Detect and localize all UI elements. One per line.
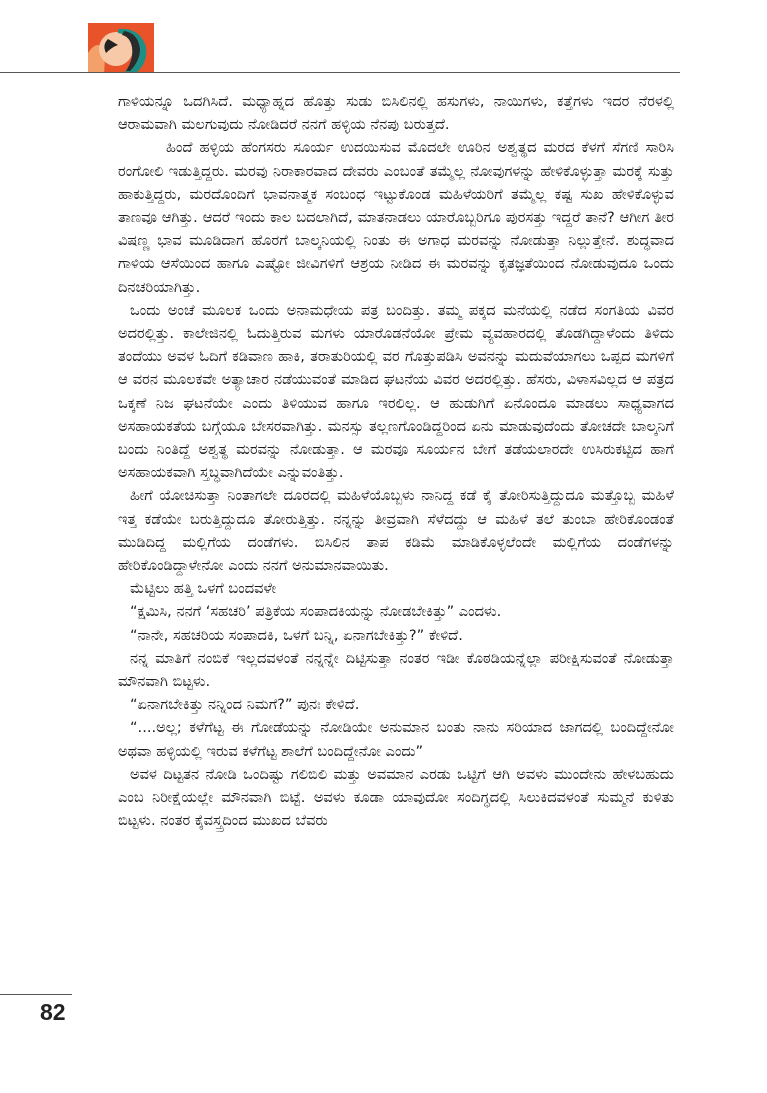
paragraph: ಮೆಟ್ಟಿಲು ಹತ್ತಿ ಒಳಗೆ ಬಂದವಳೇ	[130, 580, 277, 598]
header-rule	[0, 72, 680, 73]
article-body	[118, 90, 674, 833]
paragraph: ಗಾಳಿಯನ್ನೂ ಒದಗಿಸಿದೆ. ಮಧ್ಯಾಹ್ನದ ಹೊತ್ತು ಸುಡು ಬಿಸಿಲಿನಲ್ಲಿ ಹಸುಗಳು, ನಾಯಿಗಳು, ಕತ್ತೆಗಳು ಇದರ ನೆರಳಲ್ಲಿ ಆರಾಮವಾಗಿ ಮಲಗುವುದು ನೋಡಿದರೆ ನನಗೆ ಹಳ್ಳಿಯ ನೆನಪು ಬರುತ್ತದೆ.	[118, 93, 674, 134]
paragraph: ನನ್ನ ಮಾತಿಗೆ ನಂಬಿಕೆ ಇಲ್ಲದವಳಂತೆ ನನ್ನನ್ನೇ ದಿಟ್ಟಿಸುತ್ತಾ ನಂತರ ಇಡೀ ಕೊಠಡಿಯನ್ನೆಲ್ಲಾ ಪರೀಕ್ಷಿಸುವಂತೆ ನೋಡುತ್ತಾ ಮೌನವಾಗಿ ಬಿಟ್ಟಳು.	[118, 649, 674, 691]
paragraph: ಅವಳ ದಿಟ್ಟತನ ನೋಡಿ ಒಂದಿಷ್ಟು ಗಲಿಬಿಲಿ ಮತ್ತು ಅವಮಾನ ಎರಡು ಒಟ್ಟಿಗೆ ಆಗಿ ಅವಳು ಮುಂದೇನು ಹೇಳಬಹುದು ಎಂಬ ನಿರೀಕ್ಷೆಯಲ್ಲೇ ಮೌನವಾಗಿ ಬಿಟ್ಟೆ. ಅವಳು ಕೂಡಾ ಯಾವುದೋ ಸಂದಿಗ್ಧದಲ್ಲಿ ಸಿಲುಕಿದವಳಂತೆ ಸುಮ್ಮನೆ ಕುಳಿತು ಬಿಟ್ಟಳು. ನಂತರ ಕೈವಸ್ತ್ರದಿಂದ ಮುಖದ ಬೆವರು	[118, 765, 674, 830]
footer-rule	[0, 994, 72, 995]
paragraph: “ನಾನೇ, ಸಹಚರಿಯ ಸಂಪಾದಕಿ, ಒಳಗೆ ಬನ್ನಿ, ಏನಾಗಬೇಕಿತ್ತು?” ಕೇಳಿದೆ.	[130, 626, 463, 644]
paragraph: “ಕ್ಷಮಿಸಿ, ನನಗೆ ‘ಸಹಚರಿ’ ಪತ್ರಿಕೆಯ ಸಂಪಾದಕಿಯನ್ನು ನೋಡಬೇಕಿತ್ತು” ಎಂದಳು.	[130, 603, 502, 621]
paragraph: “ಏನಾಗಬೇಕಿತ್ತು ನನ್ನಿಂದ ನಿಮಗೆ?” ಪುನಃ ಕೇಳಿದೆ.	[130, 696, 360, 714]
magazine-logo	[88, 23, 154, 73]
paragraph: “....ಅಲ್ಲ; ಕಳೆಗೆಟ್ಟ ಈ ಗೋಡೆಯನ್ನು ನೋಡಿಯೇ ಅನುಮಾನ ಬಂತು ನಾನು ಸರಿಯಾದ ಜಾಗದಲ್ಲಿ ಬಂದಿದ್ದೇನೋ ಅಥವಾ ಹಳ್ಳಿಯಲ್ಲಿ ಇರುವ ಕಳೆಗೆಟ್ಟ ಶಾಲೆಗೆ ಬಂದಿದ್ದೇನೋ ಎಂದು”	[118, 719, 674, 760]
paragraph: ಹೀಗೆ ಯೋಚಿಸುತ್ತಾ ನಿಂತಾಗಲೇ ದೂರದಲ್ಲಿ ಮಹಿಳೆಯೊಬ್ಬಳು ನಾನಿದ್ದ ಕಡೆ ಕೈ ತೋರಿಸುತ್ತಿದ್ದುದೂ ಮತ್ತೊಬ್ಬ ಮಹಿಳೆ ಇತ್ತ ಕಡೆಯೇ ಬರುತ್ತಿದ್ದುದೂ ತೋರುತ್ತಿತ್ತು. ನನ್ನನ್ನು ತೀವ್ರವಾಗಿ ಸೆಳೆದದ್ದು ಆ ಮಹಿಳೆ ತಲೆ ತುಂಬಾ ಹೇರಿಕೊಂಡಂತೆ ಮುಡಿದಿದ್ದ ಮಲ್ಲಿಗೆಯ ದಂಡೆಗಳು. ಬಿಸಿಲಿನ ತಾಪ ಕಡಿಮೆ ಮಾಡಿಕೊಳ್ಳಲೆಂದೇ ಮಲ್ಲಿಗೆಯ ದಂಡೆಗಳನ್ನು ಹೇರಿಕೊಂಡಿದ್ದಾಳೇನೋ ಎಂದು ನನಗೆ ಅನುಮಾನವಾಯಿತು.	[118, 487, 674, 575]
page-number: 82	[40, 999, 66, 1025]
paragraph: ಹಿಂದೆ ಹಳ್ಳಿಯ ಹೆಂಗಸರು ಸೂರ್ಯ ಉದಯಿಸುವ ಮೊದಲೇ ಊರಿನ ಅಶ್ವತ್ಥದ ಮರದ ಕೆಳಗೆ ಸೆಗಣಿ ಸಾರಿಸಿ ರಂಗೋಲಿ ಇಡುತ್ತಿದ್ದರು. ಮರವು ನಿರಾಕಾರವಾದ ದೇವರು ಎಂಬಂತೆ ತಮ್ಮೆಲ್ಲ ನೋವುಗಳನ್ನು ಹೇಳಿಕೊಳ್ಳುತ್ತಾ ಮರಕ್ಕೆ ಸುತ್ತು ಹಾಕುತ್ತಿದ್ದರು, ಮರದೊಂದಿಗೆ ಭಾವನಾತ್ಮಕ ಸಂಬಂಧ ಇಟ್ಟುಕೊಂಡ ಮಹಿಳೆಯರಿಗೆ ತಮ್ಮೆಲ್ಲ ಕಷ್ಟ ಸುಖ ಹೇಳಿಕೊಳ್ಳುವ ತಾಣವೂ ಆಗಿತ್ತು. ಆದರೆ ಇಂದು ಕಾಲ ಬದಲಾಗಿದೆ, ಮಾತನಾಡಲು ಯಾರೊಬ್ಬರಿಗೂ ಪುರಸತ್ತು ಇದ್ದರೆ ತಾನೆ? ಆಗೀಗ ತೀರ ವಿಷಣ್ಣ ಭಾವ ಮೂಡಿದಾಗ ಹೊರಗೆ ಬಾಲ್ಕನಿಯಲ್ಲಿ ನಿಂತು ಈ ಅಗಾಧ ಮರವನ್ನು ನೋಡುತ್ತಾ ನಿಲ್ಲುತ್ತೇನೆ. ಶುದ್ಧವಾದ ಗಾಳಿಯ ಆಸೆಯಿಂದ ಹಾಗೂ ಎಷ್ಟೋ ಜೀವಿಗಳಿಗೆ ಆಶ್ರಯ ನೀಡಿದ ಈ ಮರವನ್ನು ಕೃತಜ್ಞತೆಯಿಂದ ನೋಡುವುದೂ ಒಂದು ದಿನಚರಿಯಾಗಿತ್ತು.	[118, 139, 674, 296]
paragraph: ಒಂದು ಅಂಚೆ ಮೂಲಕ ಒಂದು ಅನಾಮಧೇಯ ಪತ್ರ ಬಂದಿತ್ತು. ತಮ್ಮ ಪಕ್ಕದ ಮನೆಯಲ್ಲಿ ನಡೆದ ಸಂಗತಿಯ ವಿವರ ಅದರಲ್ಲಿತ್ತು. ಕಾಲೇಜಿನಲ್ಲಿ ಓದುತ್ತಿರುವ ಮಗಳು ಯಾರೊಡನೆಯೋ ಪ್ರೇಮ ವ್ಯವಹಾರದಲ್ಲಿ ತೊಡಗಿದ್ದಾಳೆಂದು ತಿಳಿದು ತಂದೆಯು ಅವಳ ಓದಿಗೆ ಕಡಿವಾಣ ಹಾಕಿ, ತರಾತುರಿಯಲ್ಲಿ ವರ ಗೊತ್ತುಪಡಿಸಿ ಅವನನ್ನು ಮದುವೆಯಾಗಲು ಒಪ್ಪದ ಮಗಳಿಗೆ ಆ ವರನ ಮೂಲಕವೇ ಅತ್ಯಾಚಾರ ನಡೆಯುವಂತೆ ಮಾಡಿದ ಘಟನೆಯ ವಿವರ ಅದರಲ್ಲಿತ್ತು. ಹೆಸರು, ವಿಳಾಸವಿಲ್ಲದ ಆ ಪತ್ರದ ಒಕ್ಕಣೆ ನಿಜ ಘಟನೆಯೇ ಎಂದು ತಿಳಿಯುವ ಹಾಗೂ ಇರಲಿಲ್ಲ. ಆ ಹುಡುಗಿಗೆ ಏನೊಂದೂ ಮಾಡಲು ಸಾಧ್ಯವಾಗದ ಅಸಹಾಯಕತೆಯ ಬಗ್ಗೆಯೂ ಬೇಸರವಾಗಿತ್ತು. ಮನಸ್ಸು ತಲ್ಲಣಗೊಂಡಿದ್ದರಿಂದ ಏನು ಮಾಡುವುದೆಂದು ತೋಚದೇ ಬಾಲ್ಕನಿಗೆ ಬಂದು ನಿಂತಿದ್ದೆ ಅಶ್ವತ್ಥ ಮರವನ್ನು ನೋಡುತ್ತಾ. ಆ ಮರವೂ ಸೂರ್ಯನ ಬೇಗೆ ತಡೆಯಲಾರದೇ ಉಸಿರುಕಟ್ಟಿದ ಹಾಗೆ ಅಸಹಾಯಕವಾಗಿ ಸ್ತಬ್ಧವಾಗಿದೆಯೇ ಎನ್ನುವಂತಿತ್ತು.	[118, 301, 674, 482]
